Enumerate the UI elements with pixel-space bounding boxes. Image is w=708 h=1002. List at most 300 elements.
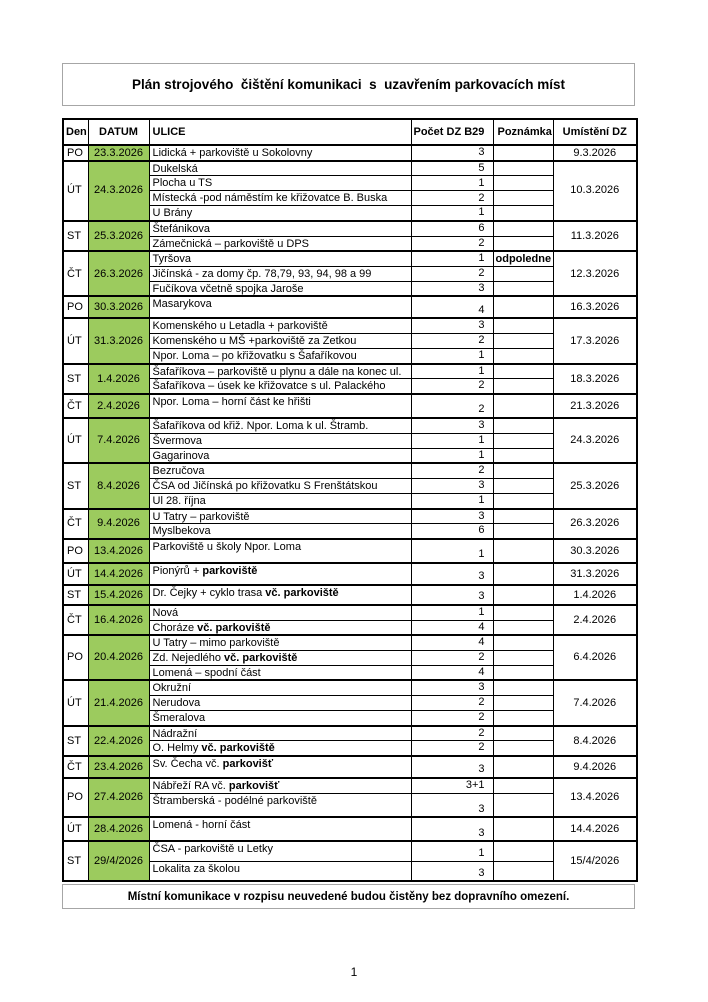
street-name-bold: vč. parkoviště <box>265 586 339 599</box>
table-row <box>63 191 637 206</box>
placement-cell: 17.3.2026 <box>553 318 637 363</box>
note-cell <box>493 191 553 206</box>
day-cell: ÚT <box>63 817 88 841</box>
street-cell <box>149 493 411 508</box>
placement-cell: 9.3.2026 <box>553 145 637 161</box>
date-cell: 23.4.2026 <box>88 756 149 778</box>
count-cell: 2 <box>411 266 493 281</box>
table-row <box>63 206 637 221</box>
note-cell <box>493 817 553 841</box>
street-name: Štramberská - podélné parkoviště <box>152 794 317 807</box>
table-row <box>63 418 637 433</box>
table-row <box>63 841 637 861</box>
count-cell: 2 <box>411 334 493 349</box>
count-cell: 6 <box>411 221 493 236</box>
street-name: Sv. Čecha vč. <box>152 758 223 771</box>
street-name: Choráze <box>152 621 198 634</box>
street-cell <box>149 176 411 191</box>
date-cell: 9.4.2026 <box>88 509 149 539</box>
page-number: 1 <box>350 965 358 980</box>
street-name: Zd. Nejedlého <box>152 651 225 664</box>
note-cell <box>493 364 553 379</box>
table-row <box>63 793 637 817</box>
note-cell <box>493 509 553 524</box>
placement-cell: 24.3.2026 <box>553 418 637 463</box>
count-cell: 4 <box>411 296 493 318</box>
count-cell: 3 <box>411 680 493 695</box>
street-name: U Tatry – mimo parkoviště <box>152 637 280 650</box>
count-cell: 1 <box>411 251 493 266</box>
date-cell: 31.3.2026 <box>88 318 149 363</box>
note-cell <box>493 726 553 741</box>
street-name: Nádražní <box>152 727 198 740</box>
street-name: Šafaříkova od křiž. Npor. Loma k ul. Štramb. <box>152 420 369 433</box>
date-cell: 23.3.2026 <box>88 145 149 161</box>
count-cell: 3 <box>411 817 493 841</box>
street-name: O. Helmy <box>152 742 202 755</box>
street-name: Šmeralova <box>152 712 206 725</box>
street-cell <box>149 620 411 635</box>
date-cell: 30.3.2026 <box>88 296 149 318</box>
street-name: Místecká -pod náměstím ke křižovatce B. Buska <box>152 192 388 205</box>
count-cell: 1 <box>411 841 493 861</box>
count-cell: 4 <box>411 665 493 680</box>
table-row <box>63 665 637 680</box>
placement-cell: 26.3.2026 <box>553 509 637 539</box>
note-cell <box>493 493 553 508</box>
day-cell: ST <box>63 221 88 251</box>
street-name: ČSA od Jičínská po křižovatku S Frenštátskou <box>152 479 378 492</box>
street-name: Zámečnická – parkoviště u DPS <box>152 237 310 250</box>
table-row <box>63 379 637 394</box>
table-row <box>63 817 637 841</box>
street-name: Švermova <box>152 434 203 447</box>
street-cell <box>149 635 411 650</box>
note-cell <box>493 778 553 793</box>
street-name: Myslbekova <box>152 525 211 538</box>
count-cell: 1 <box>411 364 493 379</box>
note-cell <box>493 349 553 364</box>
date-cell: 14.4.2026 <box>88 563 149 585</box>
placement-cell: 10.3.2026 <box>553 161 637 221</box>
street-cell <box>149 696 411 711</box>
street-cell <box>149 817 411 841</box>
street-name: Nová <box>152 606 179 619</box>
note-cell <box>493 539 553 563</box>
count-cell: 1 <box>411 349 493 364</box>
street-name-bold: parkoviště <box>202 564 258 577</box>
street-name: Šafaříkova – parkoviště u plynu a dále na konec ul. <box>152 365 402 378</box>
count-cell: 1 <box>411 493 493 508</box>
table-row <box>63 161 637 176</box>
table-row <box>63 680 637 695</box>
street-name: Jičínská - za domy čp. 78,79, 93, 94, 98 a 99 <box>152 267 372 280</box>
header-den: Den <box>63 119 88 145</box>
day-cell: ÚT <box>63 680 88 725</box>
note-cell <box>493 524 553 539</box>
placement-cell: 8.4.2026 <box>553 726 637 756</box>
schedule-table <box>62 118 638 882</box>
street-name: Ul 28. října <box>152 494 206 507</box>
table-row <box>63 334 637 349</box>
note-cell <box>493 448 553 463</box>
street-cell <box>149 741 411 756</box>
table-row <box>63 585 637 605</box>
table-row <box>63 251 637 266</box>
street-cell <box>149 861 411 881</box>
count-cell: 6 <box>411 524 493 539</box>
street-name: U Tatry – parkoviště <box>152 510 250 523</box>
street-name: Komenského u Letadla + parkoviště <box>152 320 328 333</box>
note-cell <box>493 635 553 650</box>
street-cell <box>149 334 411 349</box>
street-cell <box>149 605 411 620</box>
street-cell <box>149 145 411 161</box>
table-row <box>63 493 637 508</box>
count-cell: 3 <box>411 509 493 524</box>
count-cell: 3 <box>411 756 493 778</box>
count-cell: 3 <box>411 478 493 493</box>
street-name: Lokalita za školou <box>152 862 240 875</box>
street-name: Okružní <box>152 682 192 695</box>
day-cell: PO <box>63 539 88 563</box>
placement-cell: 13.4.2026 <box>553 778 637 817</box>
day-cell: ČT <box>63 605 88 635</box>
table-header <box>63 119 637 145</box>
placement-cell: 2.4.2026 <box>553 605 637 635</box>
street-cell <box>149 418 411 433</box>
note-cell <box>493 266 553 281</box>
header-ulice: ULICE <box>149 119 411 145</box>
street-name-bold: vč. parkoviště <box>224 651 298 664</box>
placement-cell: 14.4.2026 <box>553 817 637 841</box>
note-cell <box>493 696 553 711</box>
count-cell: 3+1 <box>411 778 493 793</box>
street-cell <box>149 665 411 680</box>
table-row <box>63 539 637 563</box>
street-name-bold: vč. parkoviště <box>197 621 271 634</box>
street-cell <box>149 349 411 364</box>
street-cell <box>149 793 411 817</box>
street-cell <box>149 379 411 394</box>
street-name: Npor. Loma – po křižovatku s Šafaříkovou <box>152 350 357 363</box>
note-cell: odpoledne <box>493 251 553 266</box>
count-cell: 2 <box>411 741 493 756</box>
table-row <box>63 394 637 418</box>
header-datum: DATUM <box>88 119 149 145</box>
street-cell <box>149 756 411 778</box>
street-name-bold: parkovišť <box>222 758 274 771</box>
street-cell <box>149 281 411 296</box>
placement-cell: 31.3.2026 <box>553 563 637 585</box>
count-cell: 3 <box>411 563 493 585</box>
table-row <box>63 478 637 493</box>
placement-cell: 1.4.2026 <box>553 585 637 605</box>
note-cell <box>493 318 553 333</box>
table-row <box>63 281 637 296</box>
note-cell <box>493 281 553 296</box>
table-row <box>63 778 637 793</box>
street-cell <box>149 478 411 493</box>
day-cell: ÚT <box>63 563 88 585</box>
street-name: U Brány <box>152 207 193 220</box>
day-cell: ÚT <box>63 161 88 221</box>
note-cell <box>493 680 553 695</box>
table-row <box>63 349 637 364</box>
day-cell: ČT <box>63 509 88 539</box>
count-cell: 2 <box>411 711 493 726</box>
street-name: Dr. Čejky + cyklo trasa <box>152 586 266 599</box>
count-cell: 1 <box>411 206 493 221</box>
date-cell: 1.4.2026 <box>88 364 149 394</box>
table-row <box>63 524 637 539</box>
street-cell <box>149 236 411 251</box>
count-cell: 3 <box>411 861 493 881</box>
date-cell: 7.4.2026 <box>88 418 149 463</box>
page-title: Plán strojového čištění komunikaci s uzavřením parkovacích míst <box>132 77 565 92</box>
note-cell <box>493 478 553 493</box>
count-cell: 1 <box>411 605 493 620</box>
note-cell <box>493 756 553 778</box>
placement-cell: 12.3.2026 <box>553 251 637 296</box>
count-cell: 3 <box>411 145 493 161</box>
note-cell <box>493 206 553 221</box>
note-cell <box>493 841 553 861</box>
count-cell: 3 <box>411 318 493 333</box>
placement-cell: 18.3.2026 <box>553 364 637 394</box>
table-row <box>63 635 637 650</box>
street-name: Pionýrů + <box>152 564 203 577</box>
date-cell: 26.3.2026 <box>88 251 149 296</box>
table-row <box>63 296 637 318</box>
street-cell <box>149 191 411 206</box>
count-cell: 2 <box>411 236 493 251</box>
count-cell: 2 <box>411 463 493 478</box>
table-row <box>63 176 637 191</box>
table-row <box>63 650 637 665</box>
table-row <box>63 509 637 524</box>
count-cell: 3 <box>411 585 493 605</box>
street-name: Gagarinova <box>152 449 210 462</box>
street-cell <box>149 161 411 176</box>
street-cell <box>149 539 411 563</box>
placement-cell: 21.3.2026 <box>553 394 637 418</box>
note-cell <box>493 563 553 585</box>
note-cell <box>493 379 553 394</box>
placement-cell: 11.3.2026 <box>553 221 637 251</box>
date-cell: 15.4.2026 <box>88 585 149 605</box>
street-name: Lomená – spodní část <box>152 666 261 679</box>
street-cell <box>149 841 411 861</box>
street-name: Komenského u MŠ +parkoviště za Zetkou <box>152 335 357 348</box>
street-cell <box>149 364 411 379</box>
note-cell <box>493 650 553 665</box>
note-cell <box>493 463 553 478</box>
count-cell: 3 <box>411 281 493 296</box>
date-cell: 21.4.2026 <box>88 680 149 725</box>
date-cell: 25.3.2026 <box>88 221 149 251</box>
table-row <box>63 861 637 881</box>
count-cell: 2 <box>411 394 493 418</box>
table-row <box>63 145 637 161</box>
placement-cell: 9.4.2026 <box>553 756 637 778</box>
day-cell: ČT <box>63 394 88 418</box>
street-cell <box>149 394 411 418</box>
placement-cell: 25.3.2026 <box>553 463 637 508</box>
table-row <box>63 463 637 478</box>
date-cell: 29/4/2026 <box>88 841 149 881</box>
note-cell <box>493 161 553 176</box>
street-cell <box>149 680 411 695</box>
note-cell <box>493 861 553 881</box>
street-name-bold: parkovišť <box>228 780 280 793</box>
count-cell: 3 <box>411 793 493 817</box>
header-row <box>63 119 637 145</box>
street-cell <box>149 266 411 281</box>
note-cell <box>493 394 553 418</box>
table-row <box>63 448 637 463</box>
street-name: Lidická + parkoviště u Sokolovny <box>152 147 313 159</box>
header-pocet-dz: Počet DZ B29 <box>411 119 493 145</box>
table-row <box>63 364 637 379</box>
street-cell <box>149 251 411 266</box>
footer-note: Místní komunikace v rozpisu neuvedené budou čistěny bez dopravního omezení. <box>127 890 570 903</box>
day-cell: ST <box>63 726 88 756</box>
day-cell: ST <box>63 463 88 508</box>
day-cell: ČT <box>63 251 88 296</box>
note-cell <box>493 711 553 726</box>
placement-cell: 16.3.2026 <box>553 296 637 318</box>
note-cell <box>493 145 553 161</box>
day-cell: PO <box>63 778 88 817</box>
count-cell: 1 <box>411 448 493 463</box>
street-name: Dukelská <box>152 162 198 175</box>
street-name: Šafaříkova – úsek ke křižovatce s ul. Palackého <box>152 380 386 393</box>
street-cell <box>149 650 411 665</box>
street-name: Plocha u TS <box>152 177 213 190</box>
street-name: Masarykova <box>152 298 212 311</box>
note-cell <box>493 176 553 191</box>
count-cell: 4 <box>411 620 493 635</box>
note-cell <box>493 793 553 817</box>
street-cell <box>149 221 411 236</box>
day-cell: PO <box>63 296 88 318</box>
header-umisteni-dz: Umístění DZ <box>553 119 637 145</box>
note-cell <box>493 665 553 680</box>
street-name-bold: vč. parkoviště <box>201 742 275 755</box>
street-name: Lomená - horní část <box>152 819 251 832</box>
note-cell <box>493 433 553 448</box>
note-cell <box>493 221 553 236</box>
street-cell <box>149 448 411 463</box>
count-cell: 4 <box>411 635 493 650</box>
note-cell <box>493 296 553 318</box>
street-cell <box>149 433 411 448</box>
street-name: Bezručova <box>152 465 205 478</box>
street-name: ČSA - parkoviště u Letky <box>152 843 273 856</box>
day-cell: ST <box>63 364 88 394</box>
count-cell: 2 <box>411 650 493 665</box>
table-row <box>63 221 637 236</box>
day-cell: PO <box>63 635 88 680</box>
street-name: Nábřeží RA vč. <box>152 780 229 793</box>
street-cell <box>149 563 411 585</box>
count-cell: 2 <box>411 726 493 741</box>
day-cell: ST <box>63 585 88 605</box>
count-cell: 2 <box>411 696 493 711</box>
count-cell: 2 <box>411 191 493 206</box>
placement-cell: 7.4.2026 <box>553 680 637 725</box>
date-cell: 28.4.2026 <box>88 817 149 841</box>
schedule-table-body <box>63 145 637 881</box>
note-cell <box>493 741 553 756</box>
street-cell <box>149 711 411 726</box>
street-name: Tyršova <box>152 253 192 266</box>
date-cell: 20.4.2026 <box>88 635 149 680</box>
table-row <box>63 433 637 448</box>
street-cell <box>149 318 411 333</box>
note-cell <box>493 620 553 635</box>
day-cell: PO <box>63 145 88 161</box>
street-cell <box>149 206 411 221</box>
note-cell <box>493 605 553 620</box>
table-row <box>63 620 637 635</box>
placement-cell: 15/4/2026 <box>553 841 637 881</box>
table-row <box>63 711 637 726</box>
count-cell: 1 <box>411 433 493 448</box>
street-name: Nerudova <box>152 697 201 710</box>
table-row <box>63 756 637 778</box>
street-cell <box>149 509 411 524</box>
date-cell: 13.4.2026 <box>88 539 149 563</box>
count-cell: 3 <box>411 418 493 433</box>
note-cell <box>493 334 553 349</box>
day-cell: ČT <box>63 756 88 778</box>
street-name: Parkoviště u školy Npor. Loma <box>152 540 302 553</box>
count-cell: 1 <box>411 176 493 191</box>
street-cell <box>149 726 411 741</box>
count-cell: 1 <box>411 539 493 563</box>
street-name: Npor. Loma – horní část ke hřišti <box>152 396 311 409</box>
table-row <box>63 741 637 756</box>
count-cell: 5 <box>411 161 493 176</box>
note-cell <box>493 418 553 433</box>
street-cell <box>149 524 411 539</box>
count-cell: 2 <box>411 379 493 394</box>
table-row <box>63 266 637 281</box>
day-cell: ÚT <box>63 318 88 363</box>
table-row <box>63 726 637 741</box>
date-cell: 22.4.2026 <box>88 726 149 756</box>
title-box <box>62 63 635 106</box>
table-row <box>63 318 637 333</box>
table-row <box>63 563 637 585</box>
table-row <box>63 236 637 251</box>
placement-cell: 30.3.2026 <box>553 539 637 563</box>
date-cell: 2.4.2026 <box>88 394 149 418</box>
street-cell <box>149 778 411 793</box>
header-poznamka: Poznámka <box>493 119 553 145</box>
placement-cell: 6.4.2026 <box>553 635 637 680</box>
street-cell <box>149 296 411 318</box>
day-cell: ST <box>63 841 88 881</box>
date-cell: 27.4.2026 <box>88 778 149 817</box>
table-row <box>63 696 637 711</box>
day-cell: ÚT <box>63 418 88 463</box>
street-name: Fučíkova včetně spojka Jaroše <box>152 282 304 295</box>
table-row <box>63 605 637 620</box>
street-cell <box>149 585 411 605</box>
